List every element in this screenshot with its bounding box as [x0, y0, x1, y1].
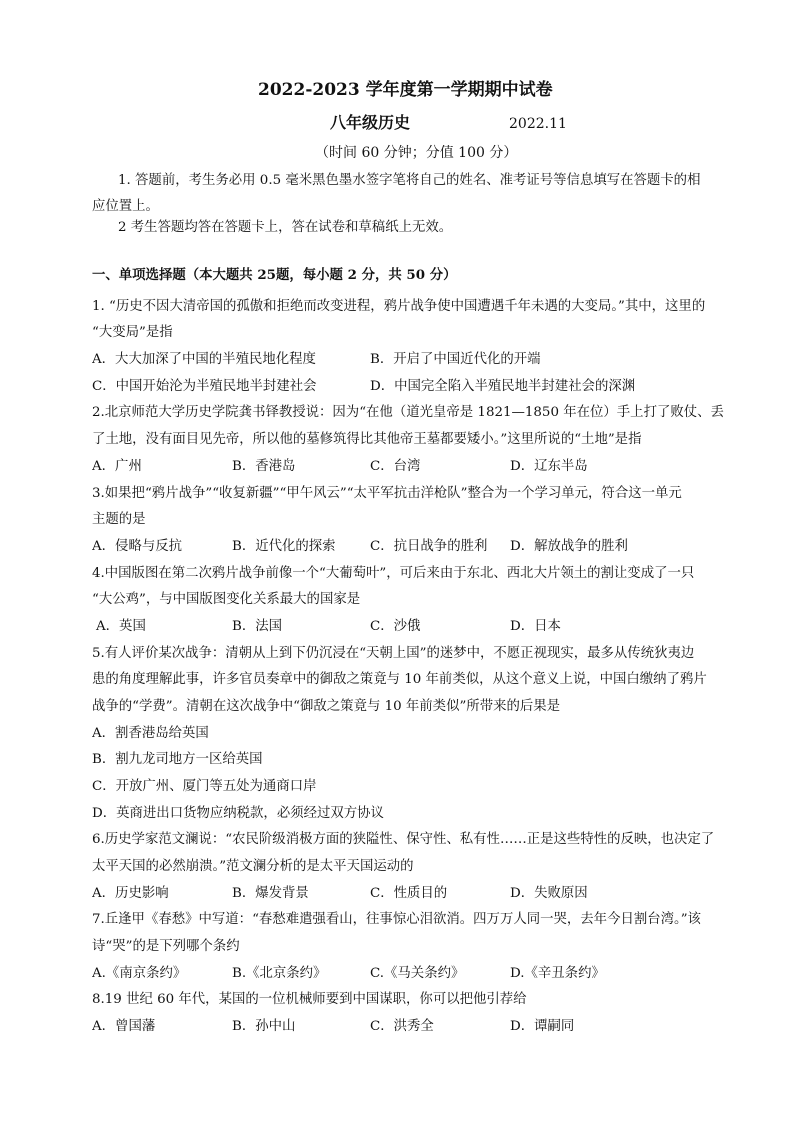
section-heading: 一、单项选择题（本大题共 25题，每小题 2 分，共 50 分）: [92, 267, 457, 283]
option-c: C．洪秀全: [370, 1019, 434, 1034]
question-8-stem: 8.19 世纪 60 年代，某国的一位机械师要到中国谋职，你可以把他引荐给: [92, 992, 527, 1007]
question-6-stem: 6.历史学家范文澜说：“农民阶级消极方面的狭隘性、保守性、私有性……正是这些特性的反映，也决定了: [92, 832, 715, 847]
question-1-options-row: [92, 350, 738, 370]
option-b: B．法国: [232, 619, 283, 634]
question-3-stem: 3.如果把“鸦片战争”“收复新疆”“甲午风云”“太平军抗击洋枪队”整合为一个学习单元，符合这一单元: [92, 486, 682, 501]
option-d: D．日本: [510, 619, 561, 634]
option-a: A．割香港岛给英国: [92, 726, 209, 741]
option-b: B．爆发背景: [232, 886, 309, 901]
question-6-options-row: [92, 884, 738, 904]
option-d: D．中国完全陷入半殖民地半封建社会的深渊: [370, 379, 636, 394]
exam-title: 2022-2023 学年度第一学期期中试卷: [258, 80, 553, 100]
option-b: B．开启了中国近代化的开端: [370, 352, 541, 367]
option-b: B．孙中山: [232, 1019, 296, 1034]
question-7-options-row: [92, 964, 738, 984]
question-8-options-row: [92, 1017, 738, 1037]
question-5-stem: 战争的“学费”。清朝在这次战争中“御敌之策竟与 10 年前类似”所带来的后果是: [92, 699, 561, 714]
note-2: 2 考生答题均答在答题卡上，答在试卷和草稿纸上无效。: [118, 220, 453, 235]
question-2-options-row: [92, 457, 738, 477]
question-5-stem: 5.有人评价某次战争：清朝从上到下仍沉浸在“天朝上国”的迷梦中，不愿正视现实，最多从传统狄夷边: [92, 646, 695, 661]
option-c: C．台湾: [370, 459, 421, 474]
question-4-stem: 4.中国版图在第二次鸦片战争前像一个“大葡萄叶”，可后来由于东北、西北大片领土的割让变成了一只: [92, 566, 695, 581]
option-a: A．曾国藩: [92, 1019, 156, 1034]
option-a: A．大大加深了中国的半殖民地化程度: [92, 352, 316, 367]
option-b: B.《北京条约》: [232, 966, 327, 981]
question-1-stem: 1. “历史不因大清帝国的孤傲和拒绝而改变进程，鸦片战争使中国遭遇千年未遇的大变局。”其中，这里的: [92, 299, 706, 314]
question-4-stem: “大公鸡”，与中国版图变化关系最大的国家是: [92, 592, 361, 607]
option-c: C．开放广州、厦门等五处为通商口岸: [92, 779, 317, 794]
question-2-stem: 了土地，没有面目见先帝，所以他的墓修筑得比其他帝王墓都要矮小。”这里所说的“土地”是指: [92, 432, 642, 447]
option-d: D.《辛丑条约》: [510, 966, 605, 981]
option-b: B．香港岛: [232, 459, 296, 474]
question-7-stem: 诗“哭”的是下列哪个条约: [92, 939, 240, 954]
exam-subject: 八年级历史: [330, 113, 411, 132]
question-1-stem: “大变局”是指: [92, 325, 173, 340]
question-6-stem: 太平天国的必然崩溃。”范文澜分析的是太平天国运动的: [92, 859, 414, 874]
question-7-stem: 7.丘逢甲《春愁》中写道：“春愁难遣强看山，往事惊心泪欲消。四万万人同一哭，去年今日割台湾。”该: [92, 912, 701, 927]
question-4-options-row: [92, 617, 738, 637]
question-5-stem: 患的角度理解此事，许多官员奏章中的御敌之策竟与 10 年前类似，从这个意义上说，中国白缴纳了鸦片: [92, 672, 707, 687]
option-c: C．沙俄: [370, 619, 421, 634]
exam-date: 2022.11: [509, 116, 567, 132]
question-3-options-row: [92, 537, 738, 557]
question-2-stem: 2.北京师范大学历史学院龚书铎教授说：因为“在他（道光皇帝是 1821—1850 年在位）手上打了败仗、丢: [92, 405, 724, 420]
option-d: D．解放战争的胜利: [510, 539, 628, 554]
option-b: B．割九龙司地方一区给英国: [92, 752, 263, 767]
option-c: C．抗日战争的胜利: [370, 539, 488, 554]
question-3-stem: 主题的是: [92, 512, 146, 527]
option-a: A.《南京条约》: [92, 966, 187, 981]
option-a: A．广州: [92, 459, 142, 474]
option-d: D．辽东半岛: [510, 459, 588, 474]
option-d: D．失败原因: [510, 886, 588, 901]
option-a: A．侵略与反抗: [92, 539, 183, 554]
option-a: A．历史影响: [92, 886, 169, 901]
option-d: D．谭嗣同: [510, 1019, 575, 1034]
exam-time-score: （时间 60 分钟；分值 100 分）: [315, 145, 518, 161]
option-c: C．性质目的: [370, 886, 448, 901]
question-1-options-row: [92, 377, 738, 397]
note-1-line-2: 应位置上。: [92, 199, 159, 214]
option-c: C．中国开始沦为半殖民地半封建社会: [92, 379, 317, 394]
option-a: A．英国: [96, 619, 146, 634]
option-b: B．近代化的探索: [232, 539, 336, 554]
option-c: C.《马关条约》: [370, 966, 465, 981]
note-1-line-1: 1. 答题前，考生务必用 0.5 毫米黑色墨水签字笔将自己的姓名、准考证号等信息填写在答题卡的相: [118, 173, 701, 188]
option-d: D．英商进出口货物应纳税款，必须经过双方协议: [92, 806, 384, 821]
